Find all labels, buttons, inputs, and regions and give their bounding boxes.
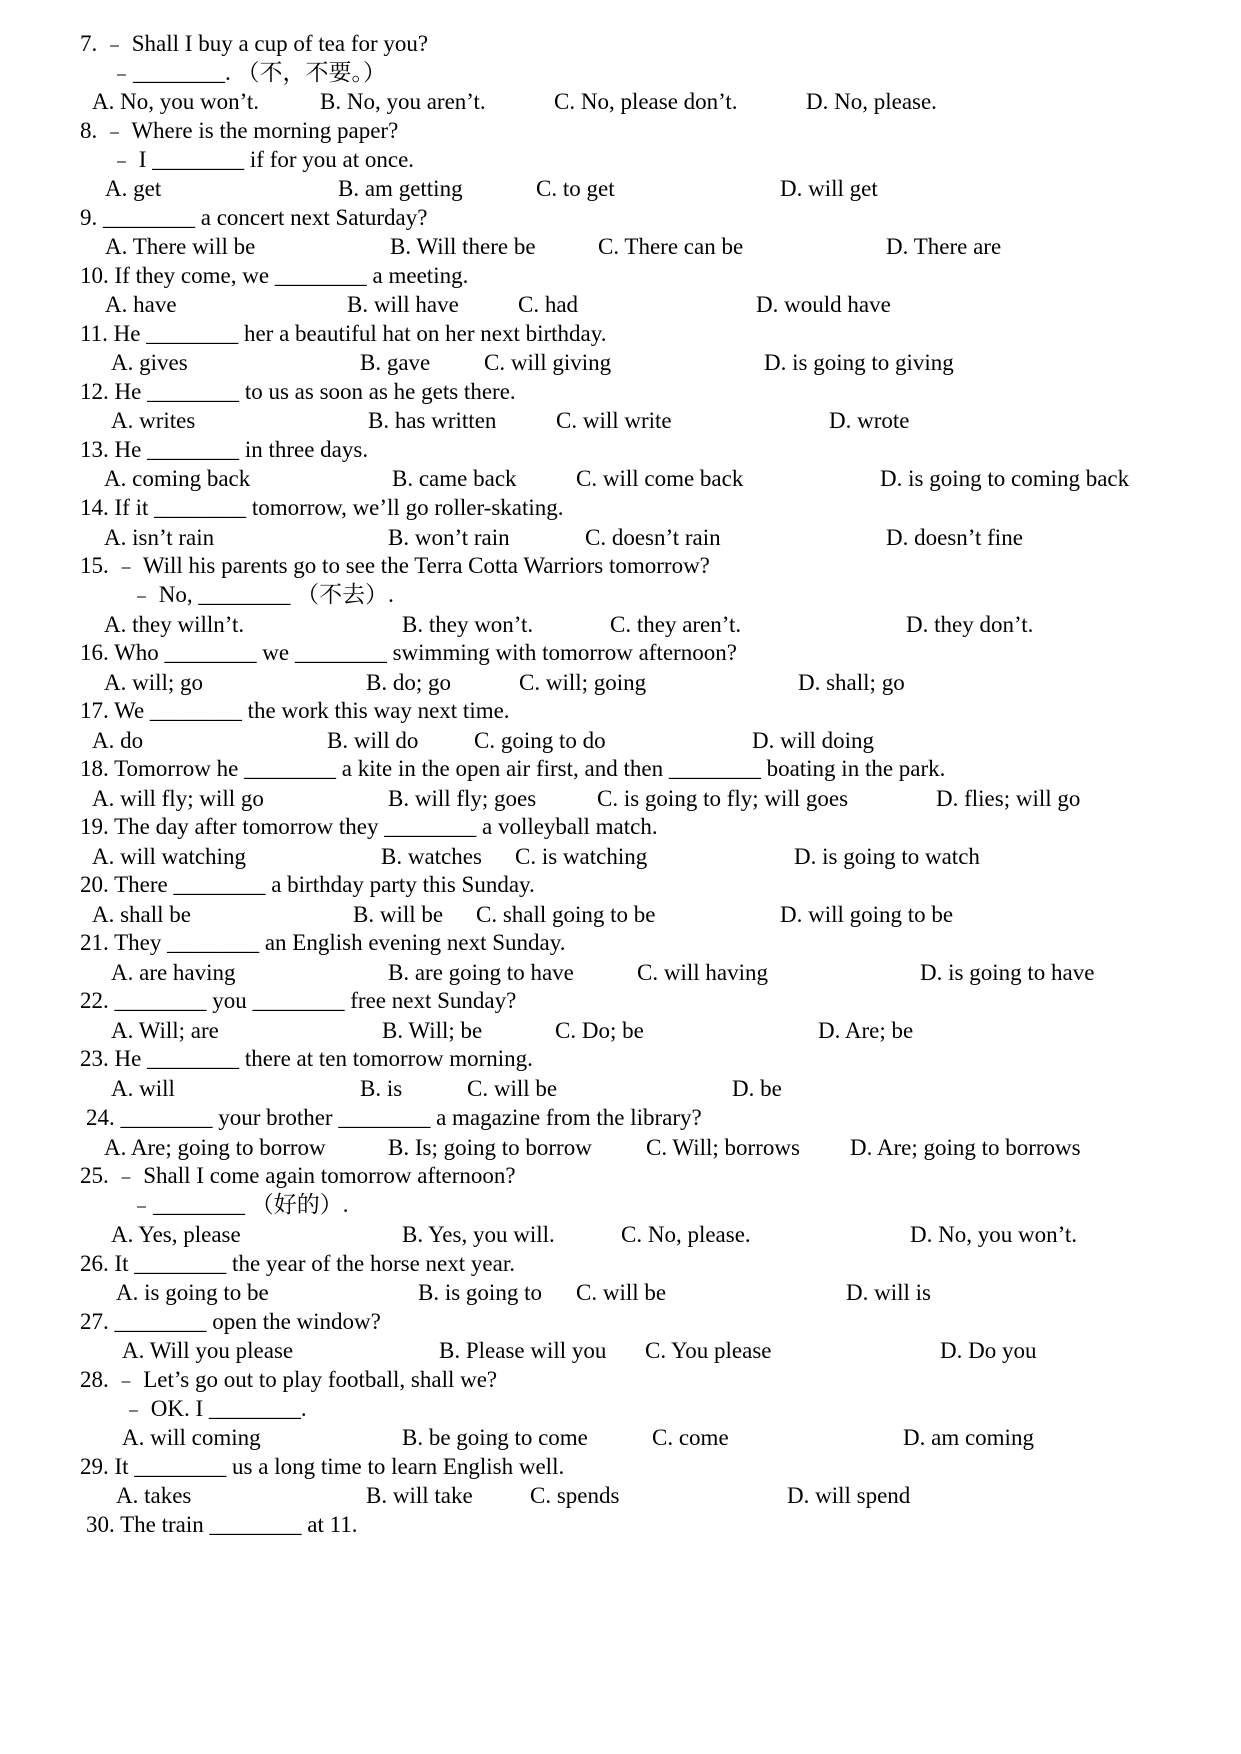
option: D. is going to giving <box>764 350 954 375</box>
option: D. No, please. <box>806 89 937 114</box>
question-stem: 27. ________ open the window? <box>80 1309 381 1334</box>
question-stem: 24. ________ your brother ________ a magazine from the library? <box>86 1105 702 1130</box>
option: D. is going to watch <box>794 844 980 869</box>
question-stem: 12. He ________ to us as soon as he gets there. <box>80 379 516 404</box>
question-stem: 7. ﹣ Shall I buy a cup of tea for you? <box>80 31 429 56</box>
option: C. will write <box>556 408 672 433</box>
option: B. watches <box>381 844 482 869</box>
option: D. wrote <box>829 408 910 433</box>
question-stem: 22. ________ you ________ free next Sunday? <box>80 988 517 1013</box>
option: C. is going to fly; will goes <box>597 786 849 811</box>
option: C. doesn’t rain <box>585 525 721 550</box>
option: B. gave <box>360 350 431 375</box>
question-stem: 10. If they come, we ________ a meeting. <box>80 263 469 288</box>
option: D. they don’t. <box>906 612 1034 637</box>
question-stem: 25. ﹣ Shall I come again tomorrow afternoon? <box>80 1163 516 1188</box>
option: A. takes <box>116 1483 192 1508</box>
option: B. has written <box>368 408 497 433</box>
option: B. will take <box>366 1483 473 1508</box>
option: B. Will there be <box>390 234 536 259</box>
option: D. would have <box>756 292 891 317</box>
option: C. to get <box>536 176 615 201</box>
option: D. am coming <box>903 1425 1034 1450</box>
option: C. will be <box>576 1280 667 1305</box>
option: C. they aren’t. <box>610 612 742 637</box>
option: B. is going to <box>418 1280 542 1305</box>
question-stem: 29. It ________ us a long time to learn English well. <box>80 1454 565 1479</box>
question-stem: 17. We ________ the work this way next time. <box>80 698 510 723</box>
option: C. No, please don’t. <box>554 89 738 114</box>
option: A. No, you won’t. <box>92 89 259 114</box>
option: B. they won’t. <box>402 612 534 637</box>
option: A. is going to be <box>116 1280 269 1305</box>
option: A. writes <box>111 408 196 433</box>
option: B. Please will you <box>439 1338 607 1363</box>
option: A. There will be <box>105 234 256 259</box>
option: A. will fly; will go <box>92 786 264 811</box>
option: B. Is; going to borrow <box>388 1135 592 1160</box>
question-stem: 8. ﹣ Where is the morning paper? <box>80 118 399 143</box>
option: B. is <box>360 1076 403 1101</box>
option: C. going to do <box>474 728 606 753</box>
option: C. shall going to be <box>476 902 656 927</box>
option: B. No, you aren’t. <box>320 89 486 114</box>
option: A. are having <box>111 960 236 985</box>
option: C. will having <box>637 960 768 985</box>
option: C. will be <box>467 1076 558 1101</box>
question-stem: 11. He ________ her a beautiful hat on her next birthday. <box>80 321 607 346</box>
option: A. coming back <box>104 466 251 491</box>
option: B. will fly; goes <box>388 786 537 811</box>
option: C. Do; be <box>555 1018 644 1043</box>
option: C. Will; borrows <box>646 1135 800 1160</box>
question-stem: 9. ________ a concert next Saturday? <box>80 205 428 230</box>
option: B. will be <box>353 902 444 927</box>
option: B. do; go <box>366 670 451 695</box>
option: A. Will; are <box>111 1018 219 1043</box>
option: C. No, please. <box>621 1222 751 1247</box>
option: B. Yes, you will. <box>402 1222 555 1247</box>
option: B. will have <box>347 292 459 317</box>
option: B. won’t rain <box>388 525 510 550</box>
option: D. flies; will go <box>936 786 1081 811</box>
question-stem: ﹣ I ________ if for you at once. <box>110 147 415 172</box>
option: A. get <box>105 176 162 201</box>
option: D. be <box>732 1076 782 1101</box>
question-stem: ﹣________. （不，不要。） <box>110 60 386 85</box>
option: A. will watching <box>92 844 246 869</box>
question-stem: 21. They ________ an English evening next Sunday. <box>80 930 566 955</box>
option: B. will do <box>327 728 419 753</box>
option: D. will doing <box>752 728 875 753</box>
option: D. There are <box>886 234 1002 259</box>
option: D. Are; be <box>818 1018 914 1043</box>
question-stem: 16. Who ________ we ________ swimming with tomorrow afternoon? <box>80 640 737 665</box>
question-stem: 26. It ________ the year of the horse next year. <box>80 1251 515 1276</box>
option: B. came back <box>392 466 517 491</box>
option: D. will going to be <box>780 902 954 927</box>
question-stem: 13. He ________ in three days. <box>80 437 369 462</box>
question-stem: ﹣ OK. I ________. <box>122 1396 307 1421</box>
option: A. Will you please <box>122 1338 294 1363</box>
option: B. am getting <box>338 176 463 201</box>
question-stem: 18. Tomorrow he ________ a kite in the open air first, and then ________ boating in the park. <box>80 756 946 781</box>
option: D. Do you <box>940 1338 1037 1363</box>
question-stem: 19. The day after tomorrow they ________ a volleyball match. <box>80 814 658 839</box>
option: A. will coming <box>122 1425 261 1450</box>
option: A. they willn’t. <box>104 612 245 637</box>
option: C. You please <box>645 1338 772 1363</box>
option: D. is going to coming back <box>880 466 1130 491</box>
option: B. be going to come <box>402 1425 588 1450</box>
option: D. will get <box>780 176 878 201</box>
option: C. will; going <box>519 670 647 695</box>
option: A. will; go <box>104 670 204 695</box>
question-stem: 15. ﹣ Will his parents go to see the Terra Cotta Warriors tomorrow? <box>80 553 710 578</box>
option: C. will giving <box>484 350 612 375</box>
option: A. Are; going to borrow <box>104 1135 326 1160</box>
question-stem: ﹣ No, ________ （不去）. <box>130 582 394 607</box>
option: C. is watching <box>515 844 648 869</box>
option: C. come <box>652 1425 729 1450</box>
option: B. are going to have <box>388 960 574 985</box>
option: A. gives <box>111 350 188 375</box>
option: C. spends <box>530 1483 620 1508</box>
option: C. There can be <box>598 234 744 259</box>
option: C. will come back <box>576 466 744 491</box>
option: A. have <box>105 292 177 317</box>
question-stem: 20. There ________ a birthday party this Sunday. <box>80 872 535 897</box>
option: B. Will; be <box>382 1018 483 1043</box>
option: D. doesn’t fine <box>886 525 1023 550</box>
option: D. is going to have <box>920 960 1095 985</box>
question-stem: 28. ﹣ Let’s go out to play football, shall we? <box>80 1367 498 1392</box>
question-stem: 23. He ________ there at ten tomorrow morning. <box>80 1046 533 1071</box>
question-stem: 14. If it ________ tomorrow, we’ll go roller-skating. <box>80 495 564 520</box>
option: A. will <box>111 1076 175 1101</box>
option: D. No, you won’t. <box>910 1222 1077 1247</box>
question-stem: 30. The train ________ at 11. <box>86 1512 358 1537</box>
option: D. Are; going to borrows <box>850 1135 1081 1160</box>
question-stem: ﹣________ （好的）. <box>130 1192 349 1217</box>
option: A. Yes, please <box>111 1222 241 1247</box>
option: A. do <box>92 728 144 753</box>
option: D. will spend <box>787 1483 911 1508</box>
option: A. shall be <box>92 902 192 927</box>
option: A. isn’t rain <box>104 525 215 550</box>
option: D. shall; go <box>798 670 905 695</box>
option: C. had <box>518 292 579 317</box>
option: D. will is <box>846 1280 931 1305</box>
